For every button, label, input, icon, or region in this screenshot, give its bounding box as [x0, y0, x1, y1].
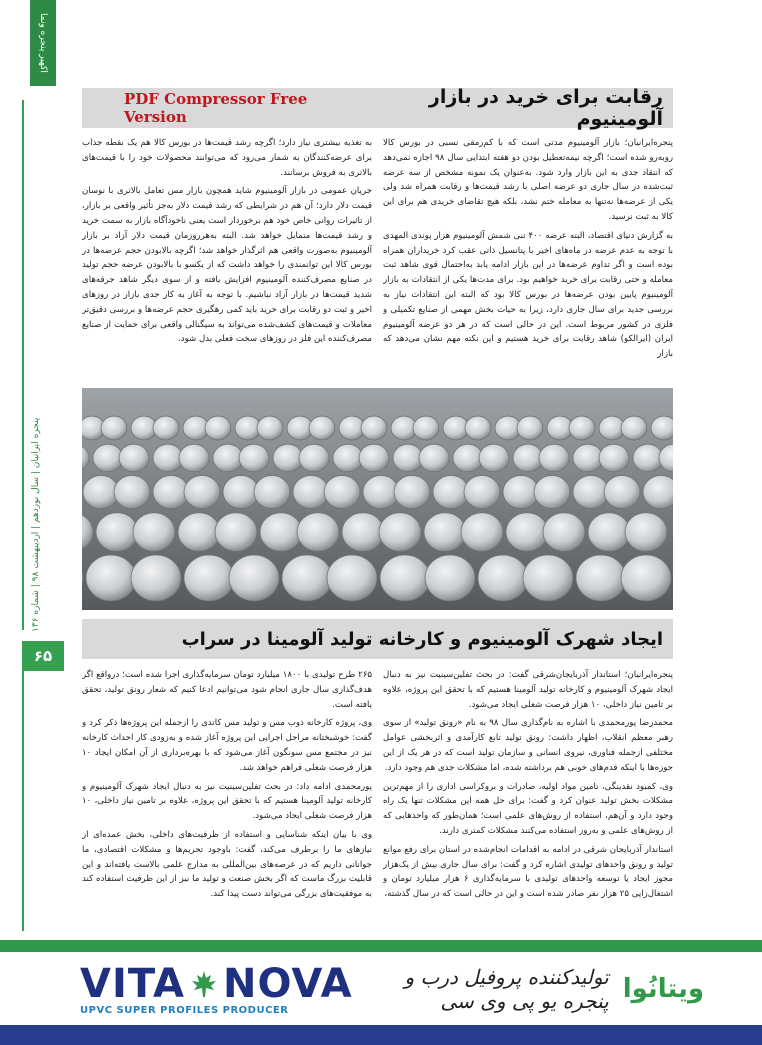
brand-left-text: VITA [80, 961, 185, 1007]
slogan-text: تولیدکننده پروفیل درب و پنجره یو پی وی سی [404, 964, 609, 1013]
article1-header [82, 88, 673, 128]
brand-block [80, 961, 353, 1016]
maple-leaf-icon [189, 969, 219, 999]
paragraph: جریان عمومی در بازار آلومینیوم شاید همچون بازار مس تعامل بالاتری با نوسان قیمت دلار دارد؛ آن هم در شرایطی که رشد قیمت دلار به‌جز تأثیر واقعی بر بازار، از تاثیرات روانی خاص خود هم برخوردار است یعنی ناخودآگاه بازار به سمت خرید و رشد قیمت‌ها متمایل خواهد شد. البته به‌هرروزمان قیمت دلار آزاد بر بازار آلومینیوم به‌صورت واقعی هم اثرگذار خواهد شد؛ اگرچه بالابودن حجم عرضه‌ها در بورس کالا این توانمندی را خواهد داشت که از یکسو با بالابودن عرضه حجم تولید در صنایع مصرف‌کننده آلومینیوم افزایش یافته و از سوی دیگر شاهد جرقه‌های شدید قیمت‌ها در بازار آزاد نباشیم. با توجه به آغاز به کار جدی بازار در روزهای اخیر و ثبت دو رقابت برای خرید باید کمی رهگیری حجم عرضه‌ها و بررسی دقیق‌تر معاملات و قیمت‌های کشف‌شده می‌تواند به سیگنالی واقعی برای حمایت از صنایع مصرف‌کننده این فلز در روزهای سخت فعلی بدل شود. [82, 186, 372, 345]
footer-bottom-bar [0, 1025, 762, 1045]
paragraph: پنجره‌ایرانیان؛ استاندار آذربایجان‌شرقی گفت: در بحث تفلین‌سینیت نیز به دنبال ایجاد شهرک آلومینیوم و کارخانه تولید آلومینا هستیم که با تحقق این پروژه، علاوه بر تامین نیاز داخلی، ۱۰ هزار فرصت شغلی ایجاد می‌شود. [383, 670, 673, 710]
article1-right-column [383, 136, 673, 384]
article2-right-column [383, 668, 673, 936]
paragraph: وی با بیان اینکه شناسایی و استفاده از ظرفیت‌های داخلی، بخش عمده‌ای از نیازهای ما را برطرف می‌کند، گفت: باوجود تحریم‌ها و مشکلات اقتصادی، ما جوانانی داریم که در عرصه‌های بین‌المللی به مدارج علمی بالاست یافته‌اند و این قابلیت بزرگ ماست که اگر بخش صنعت و تولید ما نیز از این ظرفیت استفاده کند به موفقیت‌های بزرگی می‌تواند دست پیدا کند. [82, 829, 372, 900]
aluminium-ingots-photo [82, 388, 673, 610]
article1-title: رقابت برای خرید در بازار آلومینیوم [428, 86, 663, 130]
paragraph: به تغذیه بیشتری نیاز دارد؛ اگرچه رشد قیمت‌ها در بورس کالا هم یک نقطه جذاب برای عرضه‌کنندگان به شمار می‌رود که می‌توانند محصولات خود را با قیمت‌های بالاتری به فروش برسانند. [82, 138, 372, 178]
vitanova-logo [80, 961, 353, 1007]
issue-info: پنجره ایرانیان | سال نوزدهم | اردیبهشت ۹۸ | شماره ۱۳۶ [31, 417, 41, 632]
vitanova-advertisement [0, 952, 762, 1025]
brand-subtitle: UPVC SUPER PROFILES PRODUCER [80, 1005, 289, 1016]
paragraph: پورمحمدی ادامه داد: در بحث تفلین‌سینیت نیز به دنبال ایجاد شهرک آلومینیوم و کارخانه تولید آلومینا هستیم که با تحقق این پروژه، علاوه بر تامین نیاز داخلی، ۱۰ هزار فرصت شغلی ایجاد می‌شود. [82, 781, 372, 822]
margin-rule [22, 100, 24, 630]
section-tab: اکهیر پنجره ونما [30, 0, 56, 86]
article2-left-column [82, 668, 372, 936]
page-number: ۶۵ [22, 641, 64, 671]
paragraph: ۲۶۵ طرح تولیدی با ۱۸۰۰ میلیارد تومان سرمایه‌گذاری اجرا شده است؛ درواقع اگر هدف‌گذاری سال جاری انجام شود می‌توانیم ادعا کنیم که شعار رونق تولید، تحقق یافته است. [82, 670, 372, 710]
article2-title: ایجاد شهرک آلومینیوم و کارخانه تولید آلومینا در سراب [181, 628, 663, 650]
brand-persian: ویتانُوا [622, 973, 704, 1004]
slogan-block [353, 965, 704, 1013]
paragraph: به گزارش دنیای اقتصاد، البته عرضه ۴۰۰ تنی شمش آلومینیوم هزار پوندی المهدی با توجه به عدم عرضه در ماه‌های اخیر با پتانسیل ذاتی عقب کرد خریداران همراه بوده است و اگر تداوم عرضه‌ها در این بازار ادامه یابد به‌احتمال قوی شاهد ثبت معامله و حتی رقابت برای خرید خواهیم بود. برای مدت‌ها یکی از انتقادات به بازار آلومینیوم پایین بودن عرضه‌ها در بورس کالا بود که البته این انتقادات نیاز به بررسی جدید برای سال جاری دارد، زیرا به حیات بخش مهمی از صنایع تکمیلی و فلزی در کشور مربوط است. این در حالی است که در هر دو عرضه آلومینیوم ایران (ایرالکو) شاهد رقابت برای خرید هستیم و این نکته مهم نشان می‌دهد که بازار [383, 230, 673, 360]
paragraph: وی، کمبود نقدینگی، تامین مواد اولیه، صادرات و بروکراسی اداری را از مهم‌ترین مشکلات بخش تولید عنوان کرد و گفت: برای حل همه این مشکلات تنها یک راه وجود دارد و آن‌هم، استفاده از روش‌های علمی است؛ همان‌طور که واحدهایی که از روش‌های علمی و به‌روز استفاده می‌کنند مشکلات کمتری دارند. [383, 781, 673, 836]
brand-right-text: NOVA [222, 961, 353, 1007]
watermark-text: PDF Compressor Free Version [124, 90, 308, 126]
margin-rule-lower [22, 671, 24, 931]
footer-stripe [0, 940, 762, 952]
paragraph: وی، پروژه کارخانه ذوب مس و تولید مس کاتدی را ازجمله این پروژه‌ها ذکر کرد و گفت: خوشبختانه مراحل اجرایی این پروژه آغاز شده و به‌زودی کار احداث کارخانه نیز در مجتمع مس سونگون آغاز می‌شود که با بهره‌برداری از آن امکان ایجاد ۱۰ هزار فرصت شغلی فراهم خواهد شد. [82, 718, 372, 773]
paragraph: محمدرضا پورمحمدی با اشاره به نام‌گذاری سال ۹۸ به نام «رونق تولید» از سوی رهبر معظم انقلاب، اظهار داشت: رونق تولید تابع کارآمدی و اثربخشی عوامل مختلفی ازجمله فناوری، نیروی انسانی و سازمان تولید است که در هر یک از این حوزه‌ها با اینکه قدم‌های خوبی هم برداشته شده، اما مشکلات جدی هم وجود دارد. [383, 718, 673, 773]
paragraph: استاندار آذربایجان شرقی در ادامه به اقدامات انجام‌شده در استان برای رفع موانع تولید و رونق واحدهای تولیدی اشاره کرد و گفت: برای سال جاری بیش از یک‌هزار مجوز ایجاد یا توسعه واحدهای تولیدی با سرمایه‌گذاری ۶ هزار میلیارد تومان و اشتغال‌زایی ۲۵ هزار نفر صادر شده است و این در حالی است که در سال گذشته، [383, 844, 673, 900]
article2-header [82, 619, 673, 659]
paragraph: پنجره‌ایرانیان؛ بازار آلومینیوم مدتی است که با کم‌رمقی نسبی در بورس کالا روبه‌رو شده است؛ اگرچه نیمه‌تعطیل بودن دو هفته ابتدایی سال ۹۸ اجازه نمی‌دهد که انتقاد جدی به این بازار وارد شود. به‌عنوان یک نمونه مشخص از سه عرضه ثبت‌شده در سال جاری دو عرضه اصلی با رشد قیمت‌ها و رقابت همراه شد ولی یکی از عرضه‌ها نه‌تنها به معامله ختم نشد، بلکه هیچ تقاضای خریدی هم برای این کالا به ثبت نرسید. [383, 138, 673, 222]
article1-left-column [82, 136, 372, 384]
